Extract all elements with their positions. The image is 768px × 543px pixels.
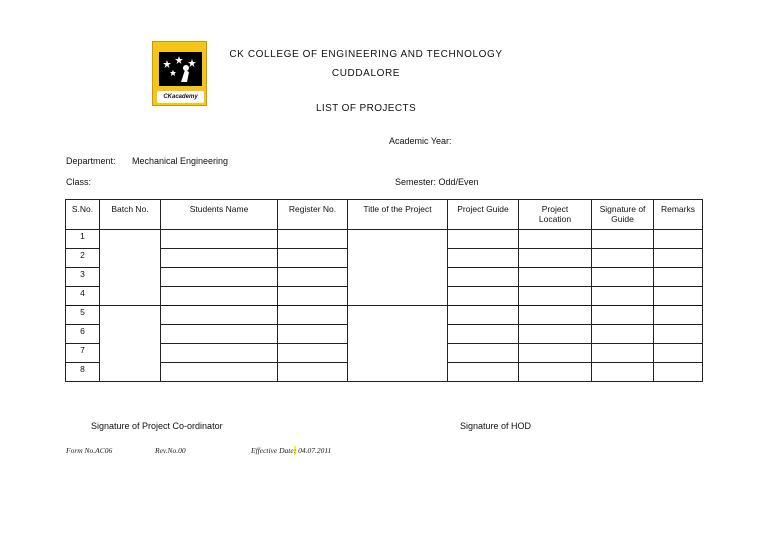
serial-cell: 1 [66,230,100,249]
col-project-location: Project Location [519,200,592,230]
guide-signature-cell [592,287,654,306]
remarks-cell [654,363,703,382]
semester-label: Semester: Odd/Even [395,177,479,187]
college-logo [152,41,207,106]
students-name-cell [161,363,278,382]
serial-cell: 3 [66,268,100,287]
projects-table [65,199,703,382]
table-row [66,230,703,249]
serial-cell: 5 [66,306,100,325]
project-title-cell [348,306,448,382]
guide-signature-cell [592,230,654,249]
document-title: LIST OF PROJECTS [315,103,417,114]
batch-cell [100,306,161,382]
project-guide-cell [448,249,519,268]
guide-signature-cell [592,344,654,363]
logo-wordmark: CKacademy [157,91,204,103]
effective-date [251,446,331,455]
project-guide-cell [448,287,519,306]
logo-stars-icon [159,52,202,86]
project-location-cell [519,249,592,268]
register-no-cell [278,287,348,306]
effective-date-colon: : [293,446,297,455]
register-no-cell [278,249,348,268]
col-remarks: Remarks [654,200,703,230]
class-label: Class: [66,177,92,187]
project-location-cell [519,325,592,344]
register-no-cell [278,230,348,249]
remarks-cell [654,306,703,325]
col-project-guide: Project Guide [448,200,519,230]
project-guide-cell [448,306,519,325]
register-no-cell [278,325,348,344]
revision-number: Rev.No.00 [155,446,186,455]
academic-year-label: Academic Year: [389,136,452,146]
project-guide-cell [448,230,519,249]
remarks-cell [654,230,703,249]
guide-signature-cell [592,363,654,382]
register-no-cell [278,344,348,363]
effective-date-value: 04.07.2011 [296,446,332,455]
remarks-cell [654,344,703,363]
col-register-no: Register No. [278,200,348,230]
col-project-title: Title of the Project [348,200,448,230]
table-row [66,306,703,325]
guide-signature-cell [592,325,654,344]
project-location-cell [519,344,592,363]
serial-cell: 8 [66,363,100,382]
students-name-cell [161,230,278,249]
project-guide-cell [448,268,519,287]
effective-date-label: Effective Date [251,446,294,455]
project-guide-cell [448,363,519,382]
remarks-cell [654,268,703,287]
project-location-cell [519,287,592,306]
remarks-cell [654,249,703,268]
project-location-cell [519,306,592,325]
coordinator-signature-label: Signature of Project Co-ordinator [91,421,223,431]
students-name-cell [161,268,278,287]
col-sno: S.No. [66,200,100,230]
students-name-cell [161,344,278,363]
department-label: Department: [66,156,116,166]
hod-signature-label: Signature of HOD [460,421,532,431]
project-location-cell [519,363,592,382]
serial-cell: 7 [66,344,100,363]
register-no-cell [278,363,348,382]
project-guide-cell [448,344,519,363]
students-name-cell [161,249,278,268]
remarks-cell [654,287,703,306]
department-value: Mechanical Engineering [132,156,229,166]
remarks-cell [654,325,703,344]
project-title-cell [348,230,448,306]
project-guide-cell [448,325,519,344]
guide-signature-cell [592,268,654,287]
serial-cell: 6 [66,325,100,344]
guide-signature-cell [592,306,654,325]
students-name-cell [161,287,278,306]
form-number: Form No.AC06 [66,446,113,455]
students-name-cell [161,325,278,344]
table-header-row [66,200,703,230]
col-batch-no: Batch No. [100,200,161,230]
college-city: CUDDALORE [331,68,401,79]
guide-signature-cell [592,249,654,268]
project-location-cell [519,230,592,249]
register-no-cell [278,268,348,287]
serial-cell: 2 [66,249,100,268]
batch-cell [100,230,161,306]
col-students-name: Students Name [161,200,278,230]
col-signature-of-guide: Signature of Guide [592,200,654,230]
serial-cell: 4 [66,287,100,306]
students-name-cell [161,306,278,325]
college-name: CK COLLEGE OF ENGINEERING AND TECHNOLOGY [229,49,503,60]
register-no-cell [278,306,348,325]
project-location-cell [519,268,592,287]
